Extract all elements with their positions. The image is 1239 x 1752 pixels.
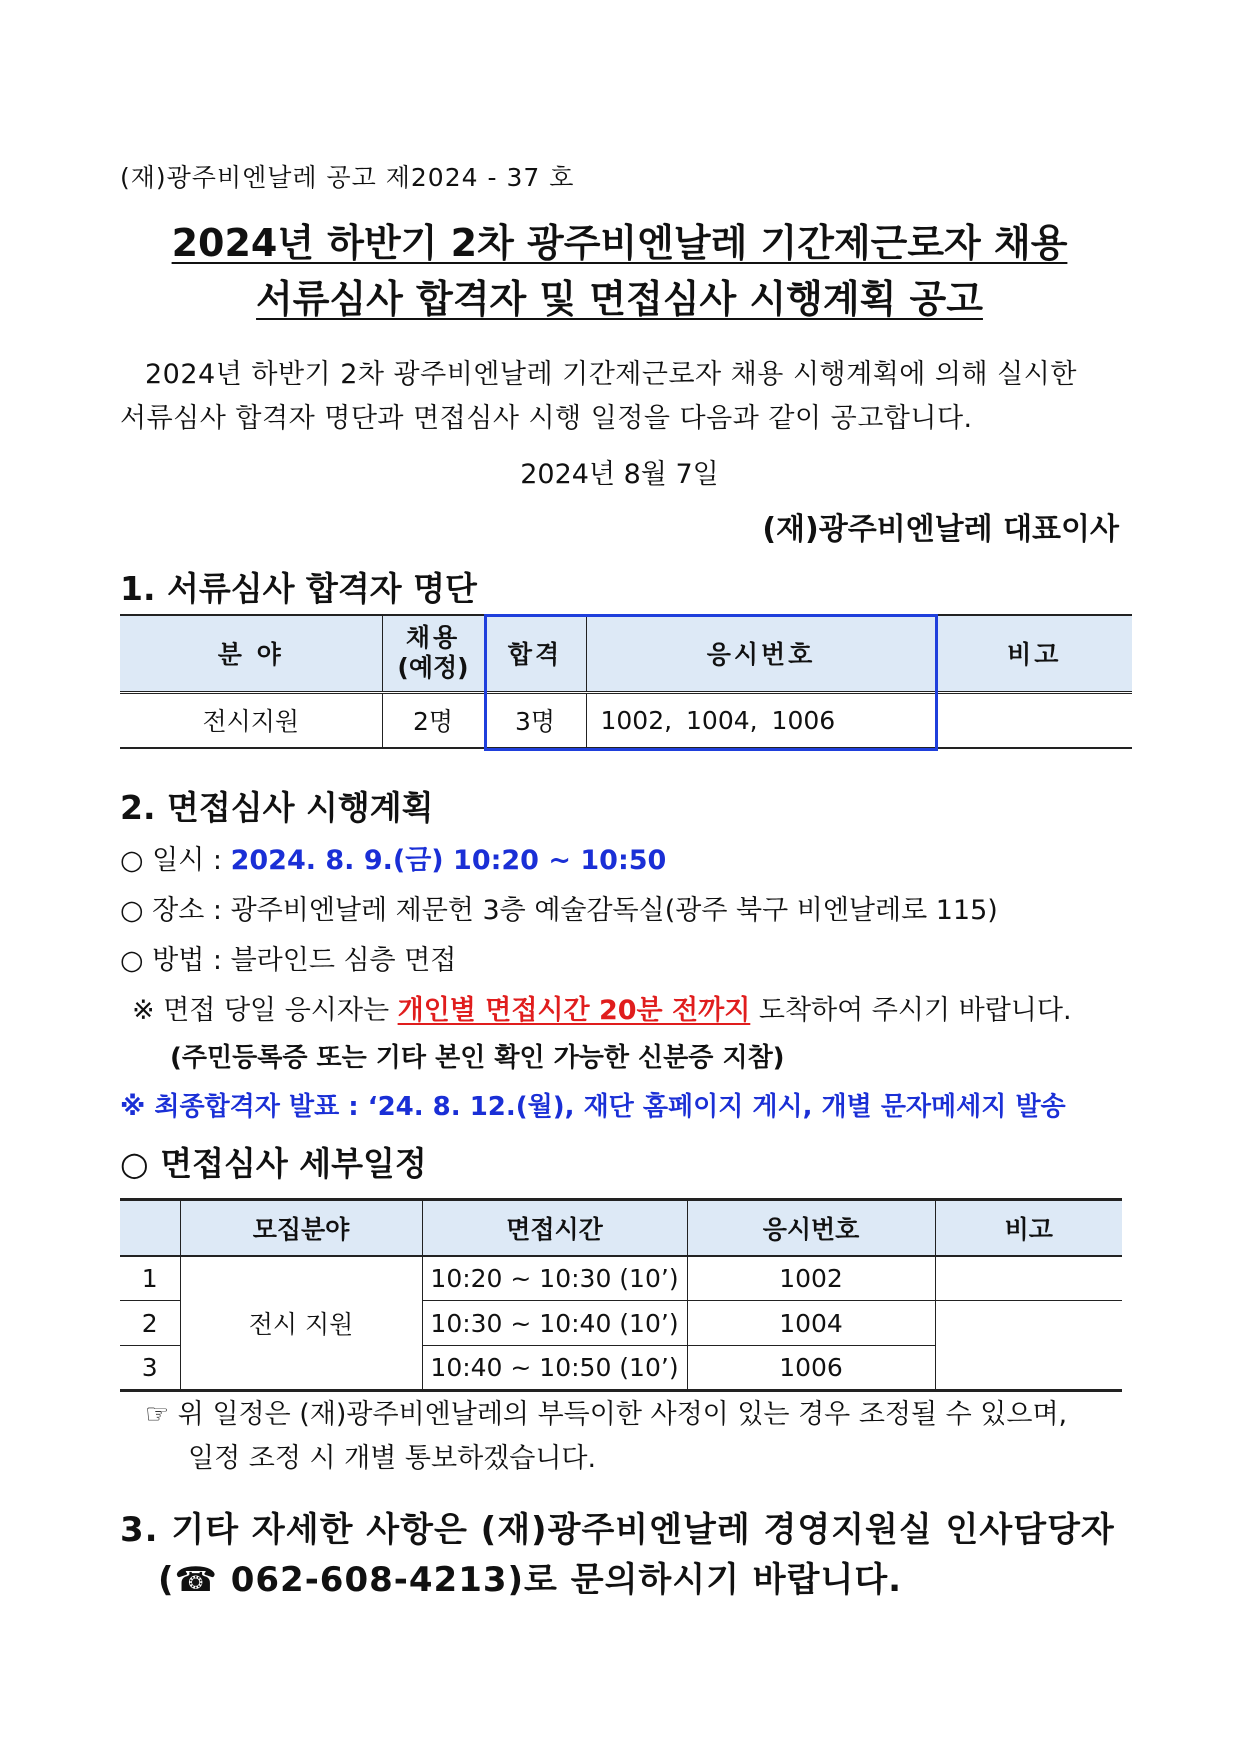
cell-note (936, 692, 1132, 748)
header-interview-time: 면접시간 (422, 1200, 687, 1256)
header-no (120, 1200, 180, 1256)
cell-field: 전시지원 (120, 692, 382, 748)
table-header-row (120, 1200, 1122, 1256)
header-recruit (382, 615, 484, 692)
cell-time: 10:30 ~ 10:40 (10’) (422, 1301, 687, 1346)
table-row (120, 1256, 1122, 1301)
cell-no: 1 (120, 1256, 180, 1301)
header-recruit-field: 모집분야 (180, 1200, 422, 1256)
document-pass-table (120, 614, 1132, 749)
arrival-pre: ※ 면접 당일 응시자는 (132, 995, 398, 1026)
section3-line2: (☎ 062-608-4213)로 문의하시기 바랍니다. (158, 1560, 903, 1600)
cell-applicant: 1002 (687, 1256, 935, 1301)
section2-heading: 2. 면접심사 시행계획 (120, 788, 434, 827)
cell-applicant: 1004 (687, 1301, 935, 1346)
interview-place: ○ 장소 : 광주비엔날레 제문헌 3층 예술감독실(광주 북구 비엔날레로 115) (120, 895, 998, 926)
header-note: 비고 (935, 1200, 1122, 1256)
table-row (120, 692, 1132, 748)
section1-heading: 1. 서류심사 합격자 명단 (120, 569, 477, 608)
notice-number: (재)광주비엔날레 공고 제2024 - 37 호 (120, 163, 575, 192)
header-applicant-no: 응시번호 (586, 615, 936, 692)
header-recruit-line1: 채용 (405, 623, 461, 653)
cell-applicant: 1006 (687, 1346, 935, 1391)
header-recruit-line2: (예정) (397, 653, 469, 683)
cell-applicant-no: 1002, 1004, 1006 (586, 692, 936, 748)
arrival-post: 도착하여 주시기 바랍니다. (750, 995, 1072, 1026)
document-title-line2: 서류심사 합격자 및 면접심사 시행계획 공고 (256, 277, 983, 321)
arrival-notice (132, 988, 1072, 1027)
interview-datetime (120, 838, 666, 877)
header-field: 분 야 (120, 615, 382, 692)
cell-recruit-field: 전시 지원 (180, 1256, 422, 1391)
cell-pass: 3명 (484, 692, 586, 748)
datetime-value: 2024. 8. 9.(금) 10:20 ~ 10:50 (230, 845, 667, 876)
header-pass: 합격 (484, 615, 586, 692)
cell-note (935, 1256, 1122, 1301)
interview-schedule-table (120, 1198, 1122, 1392)
final-announcement: ※ 최종합격자 발표 : ‘24. 8. 12.(월), 재단 홈페이지 게시, 개별 문자메세지 발송 (120, 1092, 1066, 1122)
intro-line2: 서류심사 합격자 명단과 면접심사 시행 일정을 다음과 같이 공고합니다. (120, 403, 973, 434)
arrival-highlight: 개인별 면접시간 20분 전까지 (397, 995, 751, 1026)
id-note: (주민등록증 또는 기타 본인 확인 가능한 신분증 지참) (170, 1043, 785, 1073)
issuer-name: (재)광주비엔날레 대표이사 (762, 512, 1119, 547)
header-note: 비고 (936, 615, 1132, 692)
header-applicant-no: 응시번호 (687, 1200, 935, 1256)
announcement-date: 2024년 8월 7일 (520, 459, 719, 490)
section3-line1: 3. 기타 자세한 사항은 (재)광주비엔날레 경영지원실 인사담당자 (120, 1510, 1115, 1550)
detail-schedule-heading: ○ 면접심사 세부일정 (120, 1144, 427, 1183)
intro-line1: 2024년 하반기 2차 광주비엔날레 기간제근로자 채용 시행계획에 의해 실시한 (145, 359, 1077, 390)
datetime-label: ○ 일시 : (120, 845, 231, 876)
schedule-note-line1: ☞ 위 일정은 (재)광주비엔날레의 부득이한 사정이 있는 경우 조정될 수 있으며, (145, 1399, 1068, 1430)
cell-time: 10:40 ~ 10:50 (10’) (422, 1346, 687, 1391)
cell-note (935, 1301, 1122, 1391)
cell-no: 2 (120, 1301, 180, 1346)
cell-no: 3 (120, 1346, 180, 1391)
document-title-line1: 2024년 하반기 2차 광주비엔날레 기간제근로자 채용 (171, 221, 1068, 265)
cell-time: 10:20 ~ 10:30 (10’) (422, 1256, 687, 1301)
cell-recruit: 2명 (382, 692, 484, 748)
schedule-note-line2: 일정 조정 시 개별 통보하겠습니다. (188, 1443, 597, 1474)
table-header-row (120, 615, 1132, 692)
interview-method: ○ 방법 : 블라인드 심층 면접 (120, 945, 457, 976)
